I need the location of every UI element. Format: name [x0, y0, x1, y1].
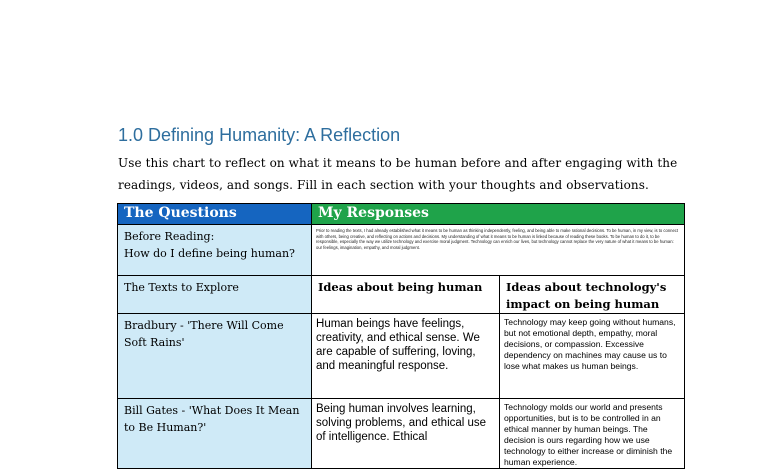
text-title: Bill Gates - 'What Does It Mean to Be Human?' [118, 399, 312, 469]
tech-ideas-header: Ideas about technology's impact on being human [500, 276, 685, 314]
intro-paragraph: Use this chart to reflect on what it means to be human before and after engaging with the readings, videos, and songs. Fill in each section with your thoughts and observations. [118, 156, 678, 192]
table-row [118, 314, 685, 399]
human-ideas-cell: Human beings have feelings, creativity, and ethical sense. We are capable of suffering, loving, and meaningful response. [312, 314, 500, 399]
texts-header-row [118, 276, 685, 314]
tech-ideas-cell: Technology molds our world and presents opportunities, but is to be controlled in an ethical manner by human beings. The decision is ours regarding how we use technology to either increase or diminish the human experience. [500, 399, 685, 469]
before-reading-row [118, 225, 685, 276]
human-ideas-cell: Being human involves learning, solving problems, and ethical use of intelligence. Ethical [312, 399, 500, 469]
text-title: Bradbury - 'There Will Come Soft Rains' [118, 314, 312, 399]
responses-header: My Responses [312, 204, 685, 225]
tech-ideas-cell: Technology may keep going without humans, but not emotional depth, empathy, moral decisions, or compassion. Excessive dependency on machines may cause us to lose what makes us human beings. [500, 314, 685, 399]
texts-label: The Texts to Explore [118, 276, 312, 314]
reflection-table [117, 203, 685, 469]
document-title: 1.0 Defining Humanity: A Reflection [118, 125, 401, 145]
before-reading-response: Prior to reading the texts, I had already established what it means to be human as thinking independently, feeling, and being able to make rational decisions. To be human, in my view, is to connect with others, being creative, and reflecting on actions and decisions. My understanding of what it means to be human is linked because of reading these books. To be human to do it, to be responsible, especially the way we utilize technology and exercise moral judgment. Technology can enrich our lives, but technology cannot replace the very nature of what it means to be human: our feelings, imagination, empathy, and moral judgment. [312, 225, 685, 276]
before-reading-question [118, 225, 312, 276]
before-reading-prompt: How do I define being human? [124, 247, 295, 260]
table-header-row [118, 204, 685, 225]
questions-header: The Questions [118, 204, 312, 225]
before-reading-label: Before Reading: [124, 230, 215, 243]
table-row [118, 399, 685, 469]
human-ideas-header: Ideas about being human [312, 276, 500, 314]
